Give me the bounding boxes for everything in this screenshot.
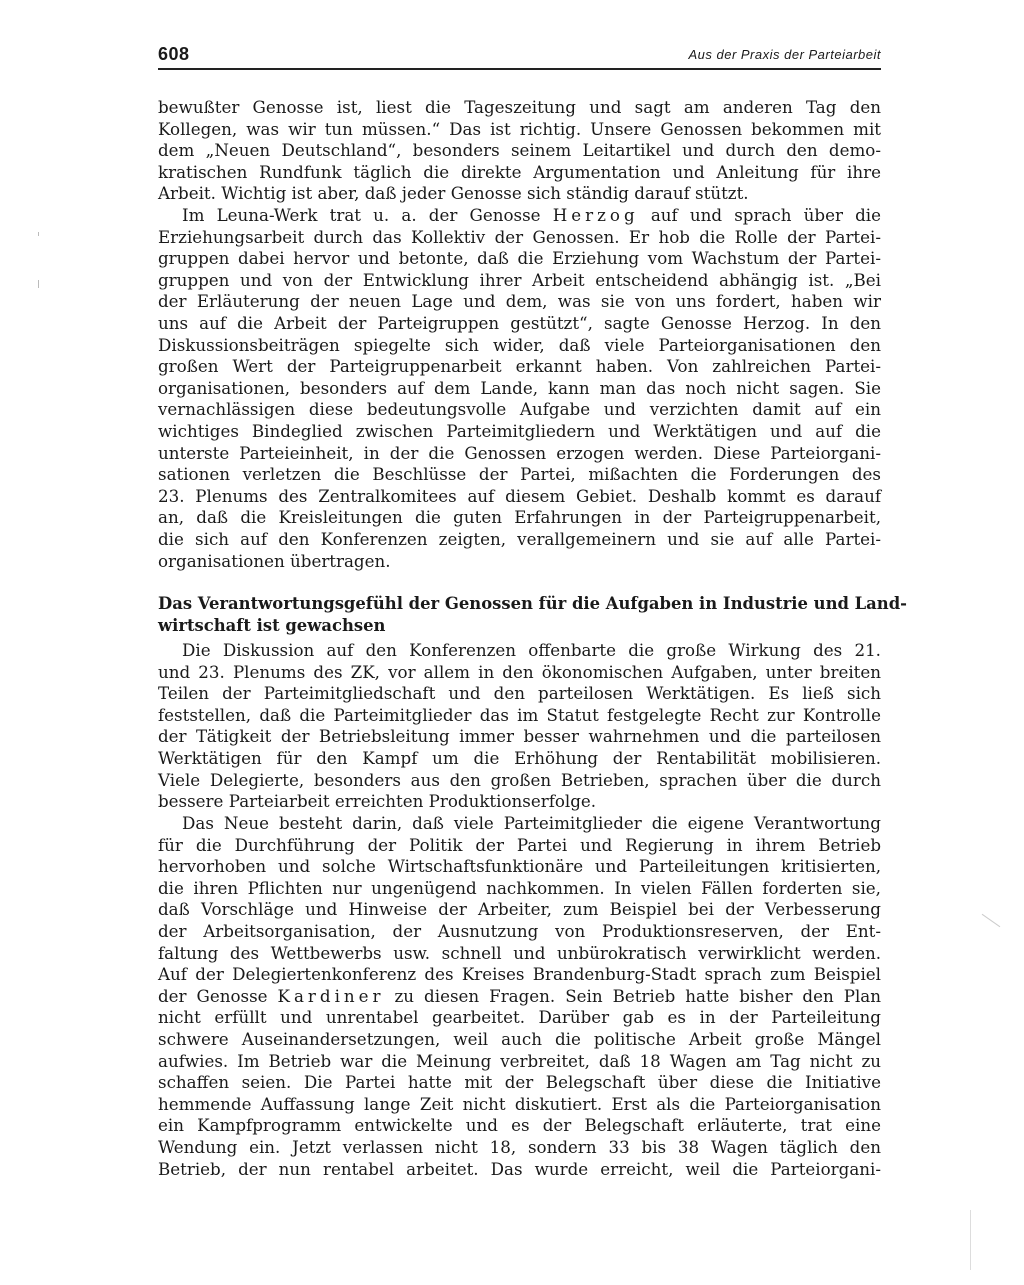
text-line: der Tätigkeit der Betriebsleitung immer besser wahrnehmen und die parteilosen bbox=[158, 726, 881, 747]
text-line: nicht erfüllt und unrentabel gearbeitet. Darüber gab es in der Parteileitung bbox=[158, 1007, 881, 1028]
text-line: vernachlässigen diese bedeutungsvolle Aufgabe und verzichten damit auf ein bbox=[158, 399, 881, 420]
text-line: ein Kampfprogramm entwickelte und es der Belegschaft erläuterte, trat eine bbox=[158, 1115, 881, 1136]
text-line: kratischen Rundfunk täglich die direkte Argumentation und Anleitung für ihre bbox=[158, 161, 881, 182]
scan-artifact bbox=[982, 914, 1001, 927]
text-line: wichtiges Bindeglied zwischen Parteimitgliedern und Werktätigen und auf die bbox=[158, 420, 881, 441]
text-line: sationen verletzen die Beschlüsse der Partei, mißachten die Forderungen des bbox=[158, 464, 881, 485]
text-line: Das Neue besteht darin, daß viele Parteimitglieder die eigene Verantwortung bbox=[182, 813, 881, 833]
text-line: faltung des Wettbewerbs usw. schnell und unbürokratisch verwirklicht werden. bbox=[158, 942, 881, 963]
text-line: Diskussionsbeiträgen spiegelte sich wider, daß viele Parteiorganisationen den bbox=[158, 334, 881, 355]
text-line: bewußter Genosse ist, liest die Tageszeitung und sagt am anderen Tag den bbox=[158, 97, 881, 117]
text-line: Die Diskussion auf den Konferenzen offenbarte die große Wirkung des 21. bbox=[182, 640, 881, 660]
page-header bbox=[158, 44, 881, 70]
person-name: Kardiner bbox=[277, 985, 385, 1006]
text-line: organisationen übertragen. bbox=[158, 550, 391, 571]
text-line: für die Durchführung der Politik der Partei und Regierung in ihrem Betrieb bbox=[158, 834, 881, 855]
text-line: hemmende Auffassung lange Zeit nicht diskutiert. Erst als die Parteiorganisation bbox=[158, 1093, 881, 1114]
text-line: uns auf die Arbeit der Parteigruppen gestützt“, sagte Genosse Herzog. In den bbox=[158, 312, 881, 333]
text-line: der Erläuterung der neuen Lage und dem, was sie von uns fordert, haben wir bbox=[158, 291, 881, 312]
text-line: Viele Delegierte, besonders aus den großen Betrieben, sprachen über die durch bbox=[158, 769, 881, 790]
text-line: an, daß die Kreisleitungen die guten Erfahrungen in der Parteigruppenarbeit, bbox=[158, 507, 881, 528]
text-line: der Arbeitsorganisation, der Ausnutzung von Produktionsreserven, der Ent- bbox=[158, 920, 881, 941]
text-line: Teilen der Parteimitgliedschaft und den parteilosen Werktätigen. Es ließ sich bbox=[158, 683, 881, 704]
scan-artifact bbox=[970, 1210, 971, 1270]
text-line: und 23. Plenums des ZK, vor allem in den ökonomischen Aufgaben, unter breiten bbox=[158, 661, 881, 682]
scan-artifact bbox=[38, 232, 39, 236]
text-line: daß Vorschläge und Hinweise der Arbeiter, zum Beispiel bei der Verbesserung bbox=[158, 899, 881, 920]
text-line: gruppen und von der Entwicklung ihrer Arbeit entscheidend abhängig ist. „Bei bbox=[158, 269, 881, 290]
text-line: aufwies. Im Betrieb war die Meinung verbreitet, daß 18 Wagen am Tag nicht zu bbox=[158, 1050, 881, 1071]
section-heading bbox=[158, 593, 907, 637]
text-line bbox=[158, 986, 881, 1008]
text-line: Betrieb, der nun rentabel arbeitet. Das wurde erreicht, weil die Parteiorgani- bbox=[158, 1158, 881, 1179]
page-number: 608 bbox=[158, 44, 190, 64]
text-line: Kollegen, was wir tun müssen.“ Das ist richtig. Unsere Genossen bekommen mit bbox=[158, 118, 881, 139]
text-line: Auf der Delegiertenkonferenz des Kreises Brandenburg-Stadt sprach zum Beispiel bbox=[158, 964, 881, 985]
heading-line: wirtschaft ist gewachsen bbox=[158, 616, 386, 635]
text-line: dem „Neuen Deutschland“, besonders seinem Leitartikel und durch den demo- bbox=[158, 140, 881, 161]
text-line: gruppen dabei hervor und betonte, daß die Erziehung vom Wachstum der Partei- bbox=[158, 248, 881, 269]
text-segment: der Genosse bbox=[158, 985, 278, 1006]
text-line: unterste Parteieinheit, in der die Genossen erzogen werden. Diese Parteiorgani- bbox=[158, 442, 881, 463]
paragraph-new-responsibility bbox=[158, 813, 881, 1180]
text-line: feststellen, daß die Parteimitglieder das im Statut festgelegte Recht zur Kontrolle bbox=[158, 704, 881, 725]
text-segment: zu diesen Fragen. Sein Betrieb hatte bisher den Plan bbox=[384, 985, 881, 1006]
text-line: Erziehungsarbeit durch das Kollektiv der Genossen. Er hob die Rolle der Partei- bbox=[158, 226, 881, 247]
heading-line: Das Verantwortungsgefühl der Genossen für die Aufgaben in Industrie und Land- bbox=[158, 594, 907, 613]
text-line: die ihren Pflichten nur ungenügend nachkommen. In vielen Fällen forderten sie, bbox=[158, 877, 881, 898]
paragraph-discussion bbox=[158, 640, 881, 813]
scan-artifact bbox=[38, 280, 39, 288]
text-line: 23. Plenums des Zentralkomitees auf diesem Gebiet. Deshalb kommt es darauf bbox=[158, 485, 881, 506]
text-segment: Im Leuna-Werk trat u. a. der Genosse bbox=[182, 205, 553, 225]
text-line: organisationen, besonders auf dem Lande, kann man das noch nicht sagen. Sie bbox=[158, 377, 881, 398]
text-line bbox=[158, 205, 881, 227]
text-line: hervorhoben und solche Wirtschaftsfunktionäre und Parteileitungen kritisierten, bbox=[158, 856, 881, 877]
paragraph-leuna bbox=[158, 205, 881, 572]
text-line: Werktätigen für den Kampf um die Erhöhung der Rentabilität mobilisieren. bbox=[158, 747, 881, 768]
person-name: Herzog bbox=[552, 205, 639, 225]
paragraph-continuation bbox=[158, 97, 881, 205]
text-line: schaffen seien. Die Partei hatte mit der Belegschaft über diese die Initiative bbox=[158, 1072, 881, 1093]
text-line: die sich auf den Konferenzen zeigten, verallgemeinern und sie auf alle Partei- bbox=[158, 528, 881, 549]
text-line: schwere Auseinandersetzungen, weil auch die politische Arbeit große Mängel bbox=[158, 1028, 881, 1049]
text-line: großen Wert der Parteigruppenarbeit erkannt haben. Von zahlreichen Partei- bbox=[158, 356, 881, 377]
text-line: Arbeit. Wichtig ist aber, daß jeder Genosse sich ständig darauf stützt. bbox=[158, 183, 749, 204]
running-head: Aus der Praxis der Parteiarbeit bbox=[688, 47, 881, 62]
text-segment: auf und sprach über die bbox=[638, 205, 881, 225]
text-line: Wendung ein. Jetzt verlassen nicht 18, sondern 33 bis 38 Wagen täglich den bbox=[158, 1136, 881, 1157]
text-line: bessere Parteiarbeit erreichten Produktionserfolge. bbox=[158, 791, 597, 812]
